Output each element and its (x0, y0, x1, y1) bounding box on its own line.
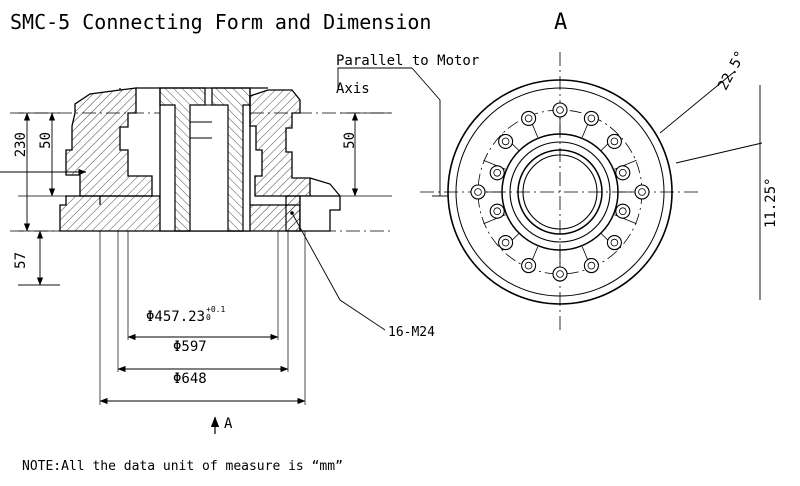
angle-text-22-5: 22.5° (715, 48, 750, 94)
dim-text-50-left: 50 (38, 132, 54, 149)
dim-text-57: 57 (13, 252, 29, 269)
label-16-m24: 16-M24 (388, 325, 435, 340)
dim-tol-457-upper: +0.1 (206, 305, 226, 314)
dim-text-50-right: 50 (342, 132, 358, 149)
label-parallel-to-motor: Parallel to Motor (336, 53, 480, 69)
label-axis: Axis (336, 81, 370, 97)
angle-dim-lines (660, 72, 762, 300)
angle-text-11-25: 11.25° (763, 177, 779, 228)
page-title: SMC-5 Connecting Form and Dimension (10, 10, 432, 34)
section-hub (160, 88, 250, 231)
dim-tol-457-lower: 0 (206, 313, 211, 323)
dim-text-230: 230 (13, 132, 29, 158)
view-letter-a: A (554, 10, 568, 35)
right-face-view (420, 52, 762, 332)
left-section-view (0, 68, 448, 434)
note-text: NOTE:All the data unit of measure is “mm” (22, 459, 343, 474)
dim-text-648: Φ648 (173, 371, 207, 387)
section-label-a: A (224, 416, 233, 432)
dim-text-597: Φ597 (173, 339, 207, 355)
dim-text-457: Φ457.23 (146, 309, 206, 325)
dim-text-457-group (146, 306, 225, 325)
